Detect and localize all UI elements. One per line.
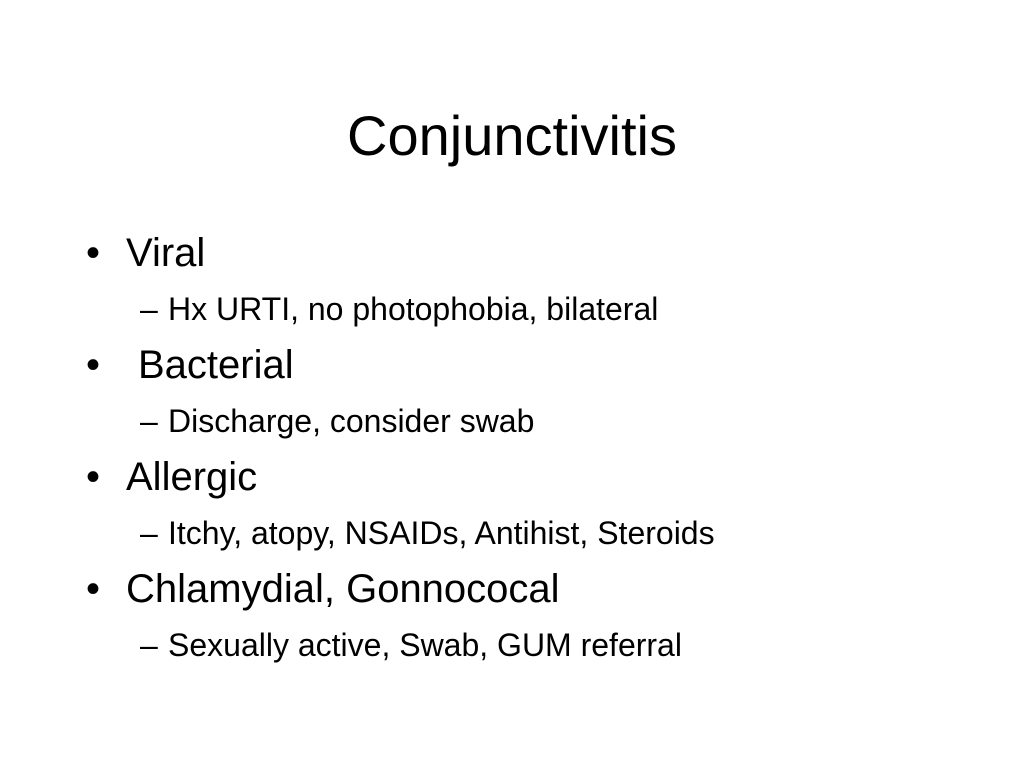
sub-bullet-chlamydial [84,617,984,673]
sub-bullet-text: Sexually active, Swab, GUM referral [168,627,682,663]
bullet-item-viral [84,225,984,281]
dash-marker: – [140,515,158,551]
bullet-item-allergic [84,449,984,505]
slide-title: Conjunctivitis [347,104,677,167]
bullet-item-chlamydial [84,561,984,617]
bullet-label: Bacterial [138,343,294,387]
sub-bullet-text: Discharge, consider swab [168,403,535,439]
dash-marker: – [140,403,158,439]
bullet-list [84,225,984,673]
bullet-label: Viral [126,231,206,275]
bullet-label: Chlamydial, Gonnococal [126,567,560,611]
bullet-marker: • [86,455,101,499]
bullet-marker: • [86,231,101,275]
sub-bullet-bacterial [84,393,984,449]
sub-bullet-text: Itchy, atopy, NSAIDs, Antihist, Steroids [168,515,715,551]
bullet-item-bacterial [84,337,984,393]
bullet-marker: • [86,567,101,611]
sub-bullet-text: Hx URTI, no photophobia, bilateral [168,291,659,327]
dash-marker: – [140,291,158,327]
bullet-label: Allergic [126,455,258,499]
sub-bullet-allergic [84,505,984,561]
dash-marker: – [140,627,158,663]
bullet-marker: • [86,343,101,387]
sub-bullet-viral [84,281,984,337]
